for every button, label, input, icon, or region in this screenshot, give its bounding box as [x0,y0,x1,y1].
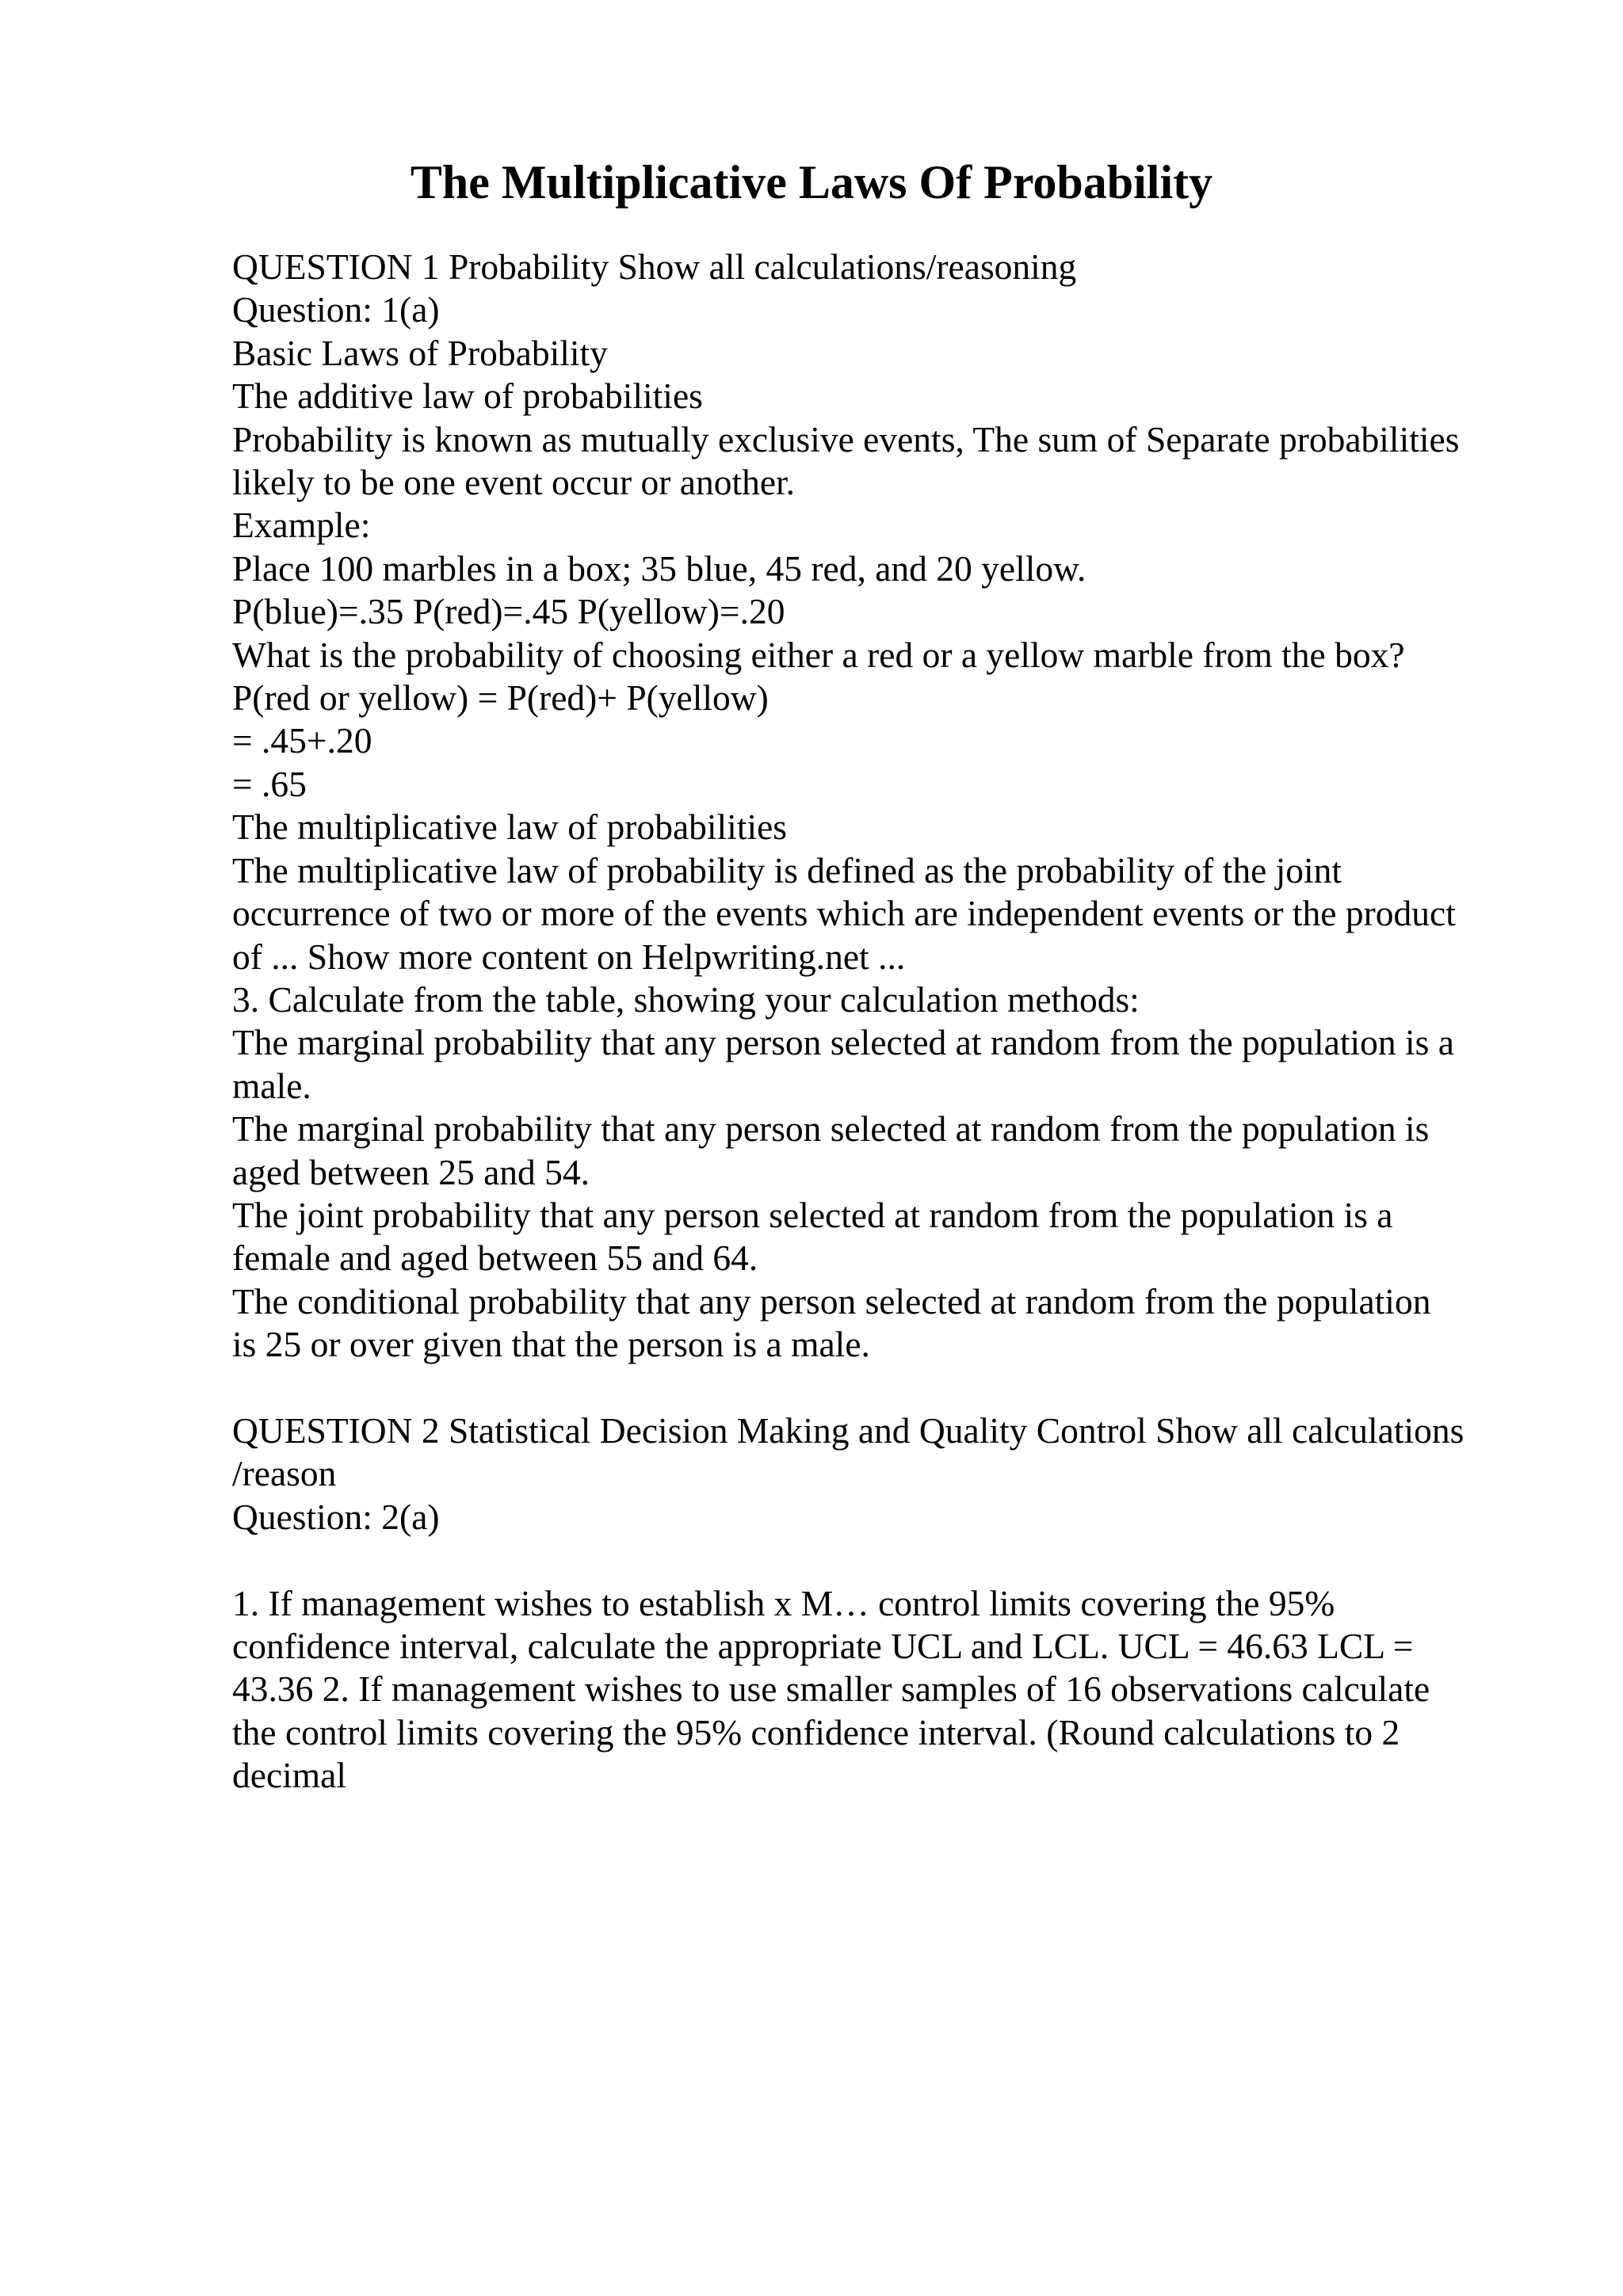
text-line: Example: [232,505,371,546]
document-body [232,246,1516,1798]
text-line: Place 100 marbles in a box; 35 blue, 45 red, and 20 yellow. [232,547,1086,589]
text-line: aged between 25 and 54. [232,1151,590,1192]
text-line: What is the probability of choosing either a red or a yellow marble from the box? [232,634,1405,675]
text-line: The multiplicative law of probabilities [232,807,788,848]
text-line: The conditional probability that any person selected at random from the population [232,1280,1431,1322]
text-line: QUESTION 2 Statistical Decision Making and Quality Control Show all calculations [232,1409,1465,1451]
text-line: is 25 or over given that the person is a male. [232,1324,870,1365]
text-line: P(blue)=.35 P(red)=.45 P(yellow)=.20 [232,591,785,632]
text-line: Probability is known as mutually exclusive events, The sum of Separate probabilities [232,418,1460,460]
text-line: confidence interval, calculate the appropriate UCL and LCL. UCL = 46.63 LCL = [232,1625,1414,1666]
text-line: P(red or yellow) = P(red)+ P(yellow) [232,677,769,719]
text-line: 3. Calculate from the table, showing your calculation methods: [232,978,1140,1020]
text-line: the control limits covering the 95% confidence interval. (Round calculations to 2 [232,1711,1400,1753]
text-line: /reason [232,1453,337,1494]
blank-line [232,1367,1516,1409]
text-line: occurrence of two or more of the events which are independent events or the product [232,893,1456,934]
text-line: Question: 1(a) [232,289,440,330]
text-line: of ... Show more content on Helpwriting.net ... [232,936,906,977]
text-line: Basic Laws of Probability [232,332,608,373]
blank-line [232,1539,1516,1581]
text-line: 1. If management wishes to establish x M… control limits covering the 95% [232,1582,1335,1623]
text-line: likely to be one event occur or another. [232,462,796,503]
text-line: 43.36 2. If management wishes to use smaller samples of 16 observations calculate [232,1669,1430,1710]
text-line: Question: 2(a) [232,1496,440,1537]
text-line: female and aged between 55 and 64. [232,1238,758,1279]
document-title: The Multiplicative Laws Of Probability [410,156,1213,208]
text-line: The additive law of probabilities [232,376,703,417]
text-line: = .65 [232,763,307,804]
text-line: decimal [232,1755,347,1796]
text-line: The multiplicative law of probability is defined as the probability of the joint [232,849,1342,891]
text-line: = .45+.20 [232,720,372,761]
text-line: QUESTION 1 Probability Show all calculations/reasoning [232,246,1077,287]
text-line: The marginal probability that any person selected at random from the population is [232,1108,1430,1150]
text-line: The joint probability that any person selected at random from the population is a [232,1194,1393,1235]
text-line: male. [232,1065,311,1106]
text-line: The marginal probability that any person selected at random from the population is a [232,1022,1454,1063]
